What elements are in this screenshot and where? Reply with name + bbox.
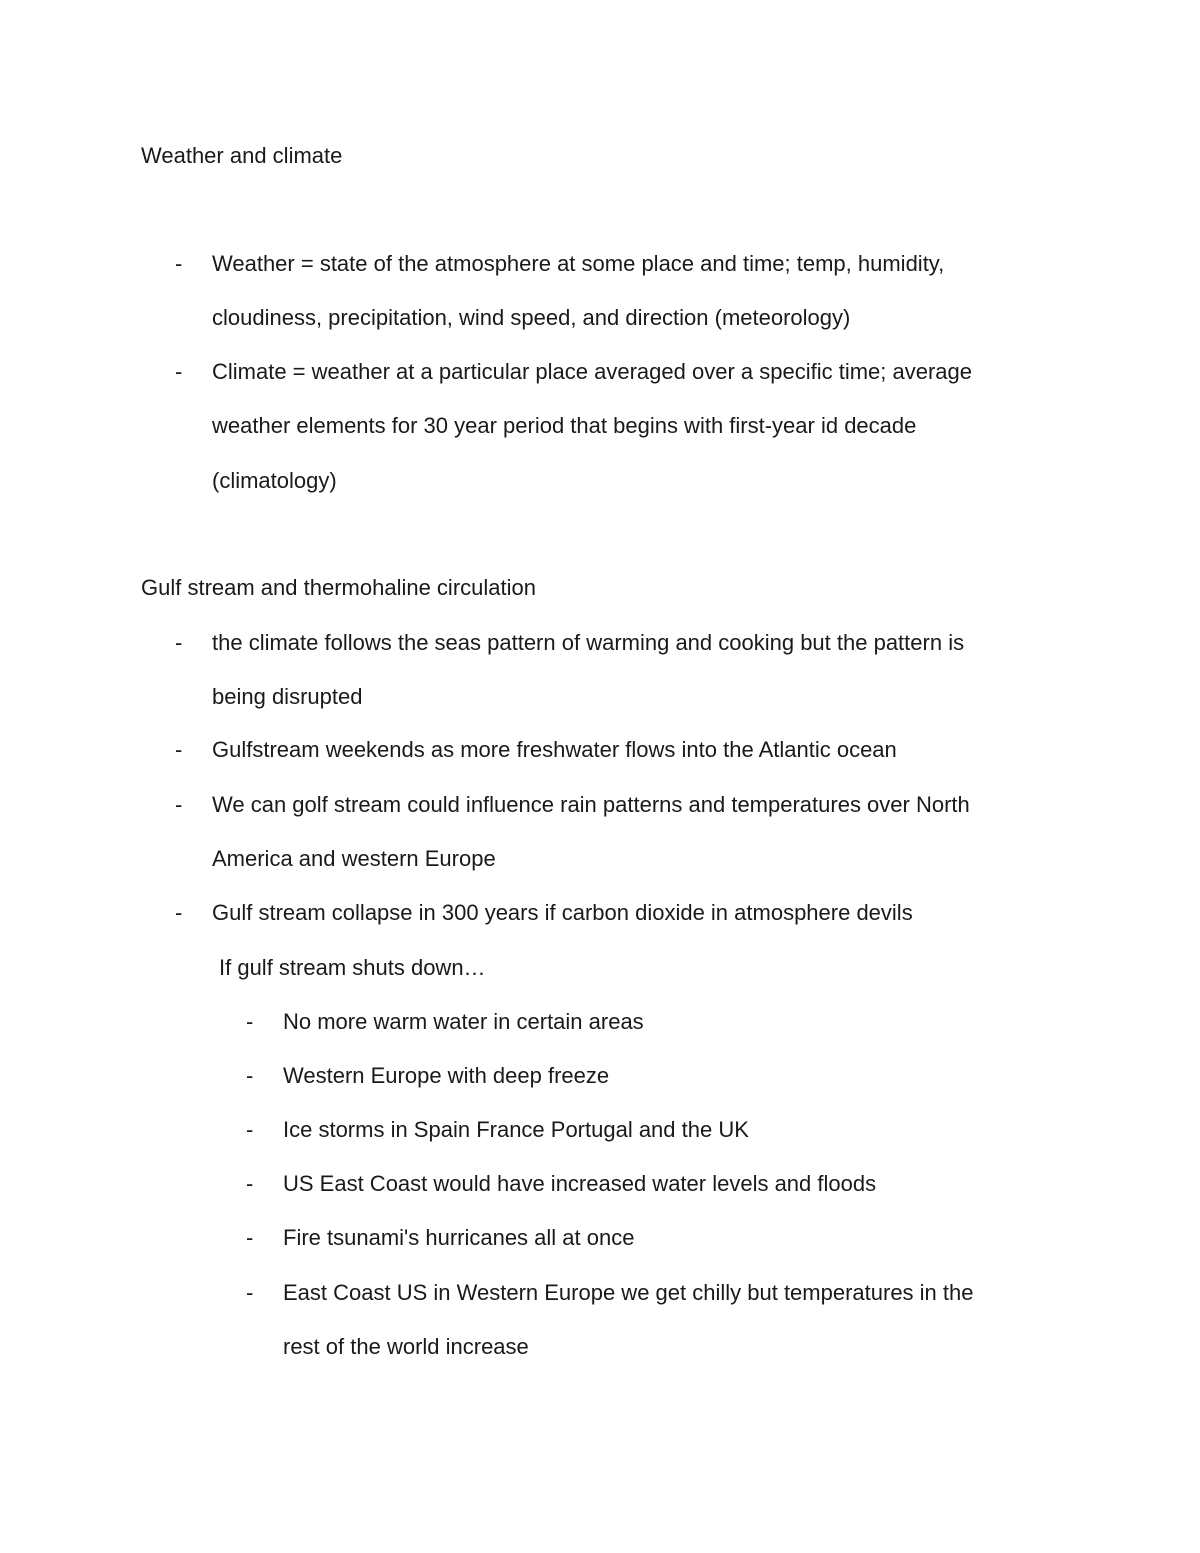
bullet-dash: - [175, 792, 183, 817]
subbullet-chilly-line1: East Coast US in Western Europe we get chilly but temperatures in the [283, 1280, 974, 1305]
subbullet-dash: - [246, 1009, 254, 1034]
bullet-dash: - [175, 737, 183, 762]
subheading-shutdown: If gulf stream shuts down… [219, 955, 486, 980]
bullet-dash: - [175, 630, 183, 655]
subbullet-dash: - [246, 1280, 254, 1305]
bullet-dash: - [175, 359, 183, 384]
subbullet-dash: - [246, 1063, 254, 1088]
bullet-dash: - [175, 900, 183, 925]
subbullet-dash: - [246, 1171, 254, 1196]
bullet-collapse: Gulf stream collapse in 300 years if carbon dioxide in atmosphere devils [212, 900, 913, 925]
bullet-climate-line3: (climatology) [212, 468, 337, 493]
subbullet-chilly-line2: rest of the world increase [283, 1334, 529, 1359]
bullet-rain-patterns-line1: We can golf stream could influence rain patterns and temperatures over North [212, 792, 970, 817]
section-heading-gulf-stream: Gulf stream and thermohaline circulation [141, 575, 536, 600]
bullet-climate-line2: weather elements for 30 year period that begins with first-year id decade [212, 413, 917, 438]
subbullet-deep-freeze: Western Europe with deep freeze [283, 1063, 610, 1088]
bullet-rain-patterns-line2: America and western Europe [212, 846, 496, 871]
bullet-weather-line2: cloudiness, precipitation, wind speed, and direction (meteorology) [212, 305, 851, 330]
bullet-gulfstream-weakens: Gulfstream weekends as more freshwater flows into the Atlantic ocean [212, 737, 897, 762]
subbullet-dash: - [246, 1117, 254, 1142]
bullet-dash: - [175, 251, 183, 276]
bullet-weather-line1: Weather = state of the atmosphere at some place and time; temp, humidity, [212, 251, 945, 276]
section-heading-weather-climate: Weather and climate [141, 143, 343, 168]
subbullet-dash: - [246, 1225, 254, 1250]
bullet-climate-line1: Climate = weather at a particular place averaged over a specific time; average [212, 359, 972, 384]
subbullet-fire-tsunamis: Fire tsunami's hurricanes all at once [283, 1225, 635, 1250]
bullet-pattern-line1: the climate follows the seas pattern of warming and cooking but the pattern is [212, 630, 965, 655]
subbullet-ice-storms: Ice storms in Spain France Portugal and the UK [283, 1117, 749, 1142]
subbullet-warm-water: No more warm water in certain areas [283, 1009, 644, 1034]
bullet-pattern-line2: being disrupted [212, 684, 363, 709]
subbullet-floods: US East Coast would have increased water levels and floods [283, 1171, 877, 1196]
